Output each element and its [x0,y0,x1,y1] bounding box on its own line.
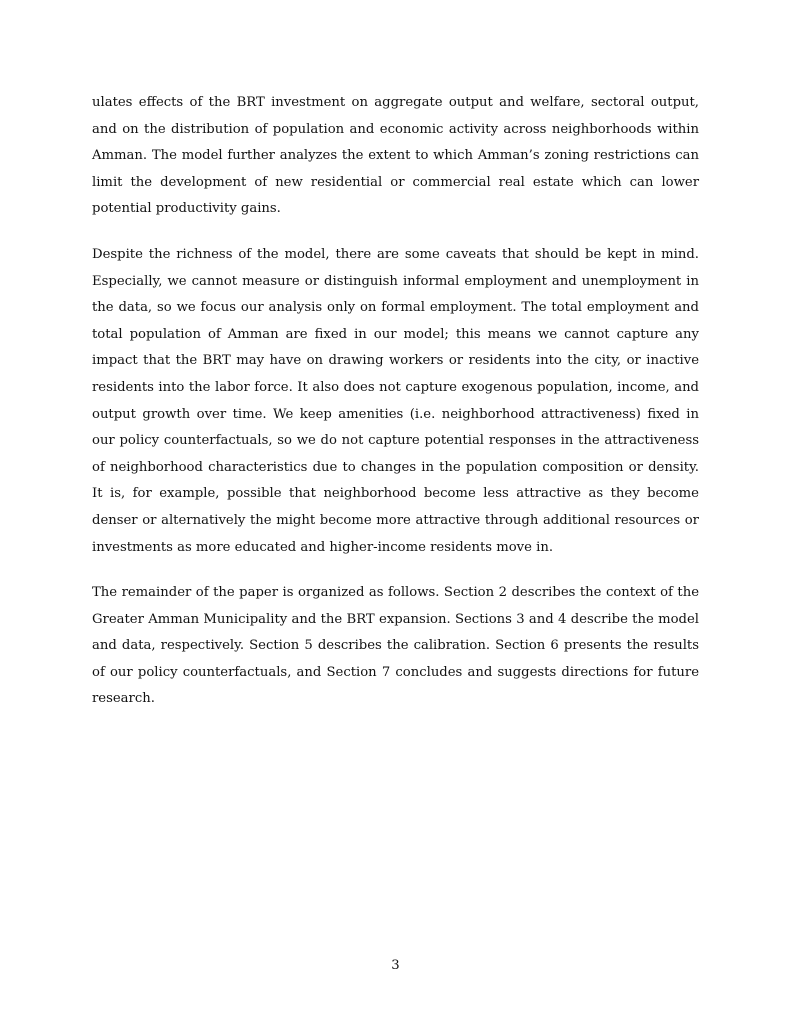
paragraph-paper-outline: The remainder of the paper is organized as follows. Section 2 describes the context of the Greater Amman Municipality and the BRT expansion. Sections 3 and 4 describe the model and data, respectively. Section 5 describes the calibration. Section 6 presents the results of our policy counterfactuals, and Section 7 concludes and suggests directions for future research. [92,585,699,707]
page-body [92,90,699,713]
paragraph-caveats: Despite the richness of the model, there are some caveats that should be kept in mind. Especially, we cannot measure or distinguish informal employment and unemployment in the data, so we focus our analysis only on formal employment. The total employment and total population of Amman are fixed in our model; this means we cannot capture any impact that the BRT may have on drawing workers or residents into the city, or inactive residents into the labor force. It also does not capture exogenous population, income, and output growth over time. We keep amenities (i.e. neighborhood attractiveness) fixed in our policy counterfactuals, so we do not capture potential responses in the attractiveness of neighborhood characteristics due to changes in the population composition or density. It is, for example, possible that neighborhood become less attractive as they become denser or alternatively the might become more attractive through additional resources or investments as more educated and higher-income residents move in. [92,246,699,555]
page-number: 3 [391,958,400,973]
paragraph-model-description: ulates effects of the BRT investment on aggregate output and welfare, sectoral output, and on the distribution of population and economic activity across neighborhoods within Amman. The model further analyzes the extent to which Amman’s zoning restrictions can limit the development of new residential or commercial real estate which can lower potential productivity gains. [92,95,699,217]
